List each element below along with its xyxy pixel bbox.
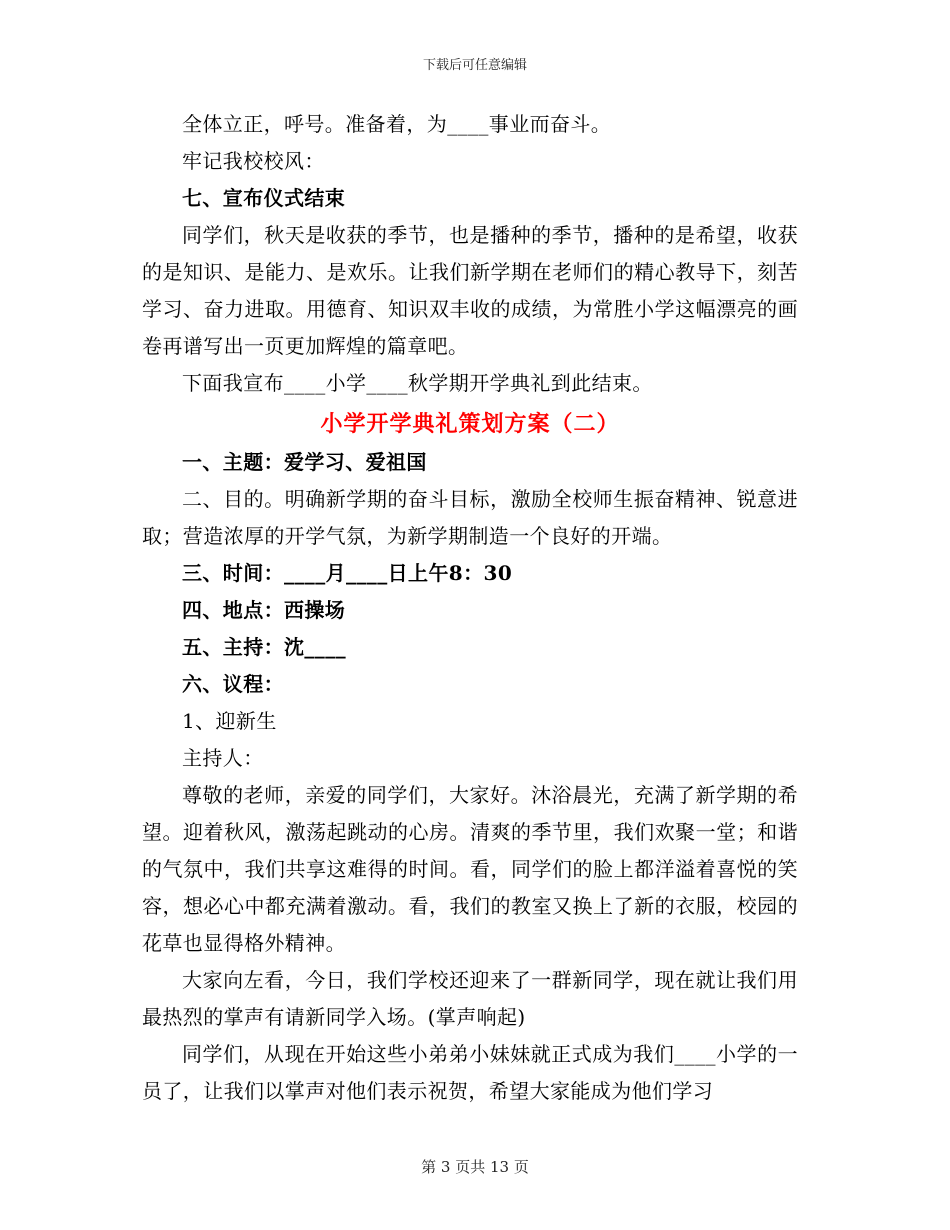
agenda-item-1: 1、迎新生 (182, 709, 277, 733)
closing-announcement: 下面我宣布____小学____秋学期开学典礼到此结束。 (182, 371, 653, 395)
heading-theme: 一、主题：爱学习、爱祖国 (182, 450, 427, 474)
oath-line: 全体立正，呼号。准备着，为____事业而奋斗。 (182, 112, 612, 136)
heading-host: 五、主持：沈____ (182, 635, 346, 659)
heading-time: 三、时间：____月____日上午8：30 (182, 561, 513, 585)
heading-location: 四、地点：西操场 (182, 598, 346, 622)
purpose-paragraph: 二、目的。明确新学期的奋斗目标，激励全校师生振奋精神、锐意进取；营造浓厚的开学气氛，为新学期制造一个良好的开端。 (142, 487, 798, 548)
host-speech-paragraph-3: 同学们，从现在开始这些小弟弟小妹妹就正式成为我们____小学的一员了，让我们以掌声对他们表示祝贺，希望大家能成为他们学习 (142, 1042, 798, 1103)
section-heading-ceremony-end: 七、宣布仪式结束 (182, 186, 346, 210)
page-content (142, 106, 798, 1110)
host-speech-paragraph-2: 大家向左看，今日，我们学校还迎来了一群新同学，现在就让我们用最热烈的掌声有请新同学入场。(掌声响起) (142, 968, 798, 1029)
school-motto-line: 牢记我校校风： (182, 149, 325, 173)
heading-agenda: 六、议程： (182, 672, 284, 696)
page-header: 下载后可任意编辑 (422, 58, 527, 73)
host-label: 主持人： (182, 746, 264, 770)
host-speech-paragraph-1: 尊敬的老师，亲爱的同学们，大家好。沐浴晨光，充满了新学期的希望。迎着秋风，激荡起跳动的心房。清爽的季节里，我们欢聚一堂；和谐的气氛中，我们共享这难得的时间。看，同学们的脸上都洋溢着喜悦的笑容，想必心中都充满着激动。看，我们的教室又换上了新的衣服，校园的花草也显得格外精神。 (142, 783, 798, 955)
section-title: 小学开学典礼策划方案（二） (320, 411, 620, 437)
page-footer: 第 3 页共 13 页 (421, 1158, 529, 1176)
closing-paragraph: 同学们，秋天是收获的季节，也是播种的季节，播种的是希望，收获的是知识、是能力、是欢乐。让我们新学期在老师们的精心教导下，刻苦学习、奋力进取。用德育、知识双丰收的成绩，为常胜小学这幅漂亮的画卷再谱写出一页更加辉煌的篇章吧。 (142, 223, 798, 358)
